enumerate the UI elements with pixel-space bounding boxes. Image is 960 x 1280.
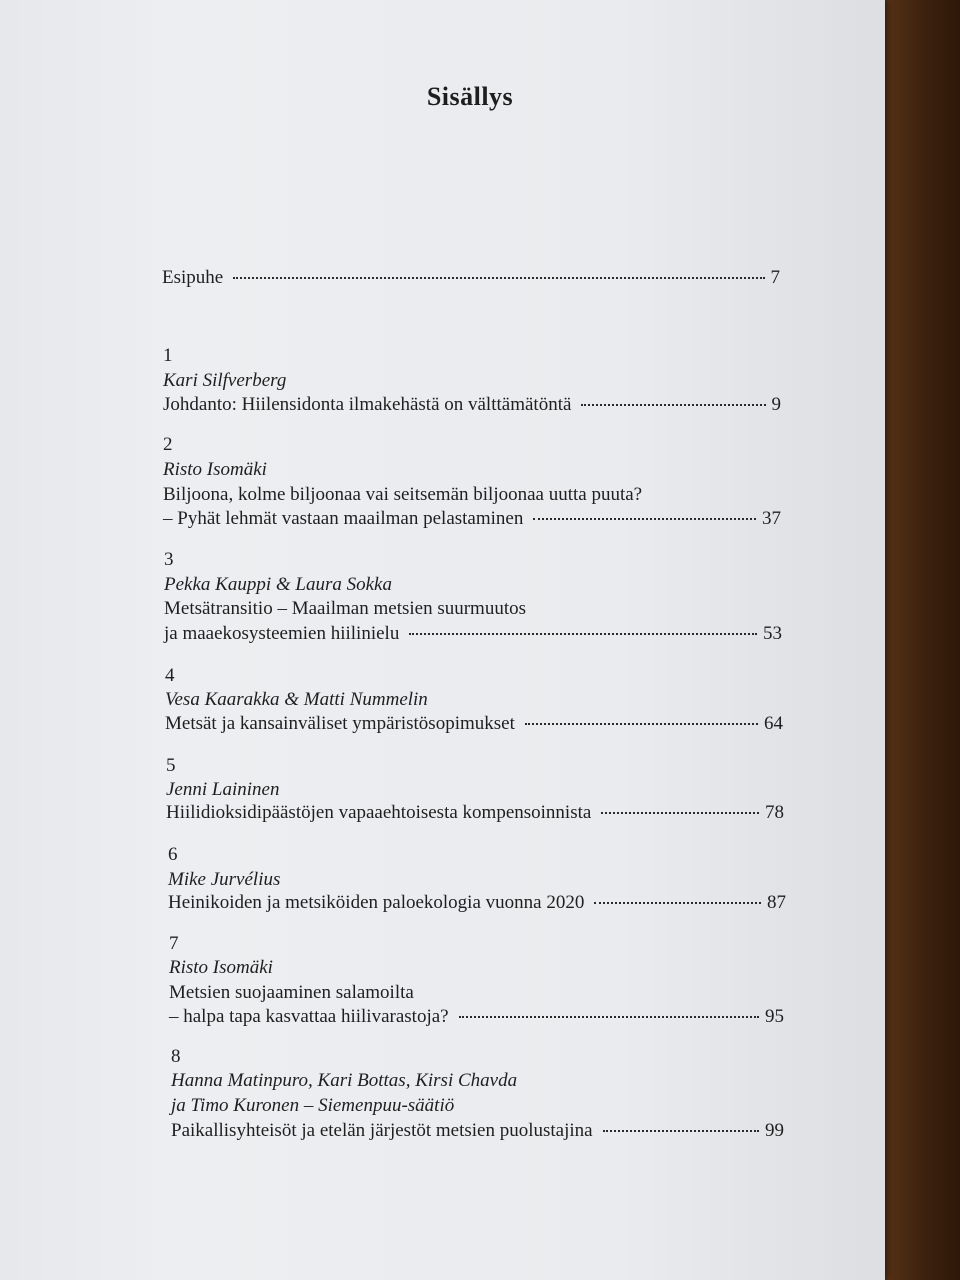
chapter-author: Pekka Kauppi & Laura Sokka xyxy=(164,574,392,595)
dot-leader xyxy=(533,517,756,520)
chapter-number: 2 xyxy=(163,434,173,455)
chapter-number: 1 xyxy=(163,345,173,366)
toc-entry-subtitle: ja maaekosysteemien hiilinielu xyxy=(164,623,400,644)
chapter-author: ja Timo Kuronen – Siemenpuu-säätiö xyxy=(171,1095,455,1116)
toc-entry-title: Metsien suojaaminen salamoilta xyxy=(169,982,414,1003)
toc-entry-title: Paikallisyhteisöt ja etelän järjestöt metsien puolustajina xyxy=(171,1120,593,1141)
dot-leader xyxy=(581,403,765,406)
dot-leader xyxy=(459,1015,759,1018)
toc-entry-title: Metsätransitio – Maailman metsien suurmuutos xyxy=(164,598,527,619)
dot-leader xyxy=(525,722,758,725)
toc-page-number: 64 xyxy=(764,713,783,734)
toc-entry-title: Johdanto: Hiilensidonta ilmakehästä on välttämätöntä xyxy=(163,394,572,415)
chapter-number: 3 xyxy=(164,549,174,570)
toc-entry-chapter-2 xyxy=(163,508,781,530)
chapter-number: 7 xyxy=(169,933,179,954)
toc-entry-chapter-8 xyxy=(171,1120,784,1142)
toc-page-number: 95 xyxy=(765,1006,784,1027)
dot-leader xyxy=(594,901,761,904)
toc-entry-title: Hiilidioksidipäästöjen vapaaehtoisesta kompensoinnista xyxy=(166,802,592,823)
toc-entry-title: Biljoona, kolme biljoonaa vai seitsemän biljoonaa uutta puuta? xyxy=(163,484,643,505)
dot-leader xyxy=(409,632,757,635)
chapter-number: 5 xyxy=(166,755,176,776)
dot-leader xyxy=(233,276,764,279)
toc-entry-chapter-7 xyxy=(169,1006,784,1028)
toc-page-number: 53 xyxy=(763,623,782,644)
chapter-number: 4 xyxy=(165,665,175,686)
toc-page-number: 7 xyxy=(770,267,780,288)
chapter-author: Vesa Kaarakka & Matti Nummelin xyxy=(165,689,428,710)
toc-page-number: 78 xyxy=(765,802,784,823)
chapter-number: 8 xyxy=(171,1046,181,1067)
toc-entry-chapter-1 xyxy=(163,394,781,416)
chapter-author: Risto Isomäki xyxy=(163,459,267,480)
page-title: Sisällys xyxy=(426,82,514,111)
chapter-author: Mike Jurvélius xyxy=(168,869,281,890)
chapter-author: Hanna Matinpuro, Kari Bottas, Kirsi Chavda xyxy=(171,1070,518,1091)
toc-entry-chapter-3 xyxy=(164,623,782,645)
toc-entry-subtitle: – Pyhät lehmät vastaan maailman pelastaminen xyxy=(163,508,524,529)
toc-entry-title: Metsät ja kansainväliset ympäristösopimukset xyxy=(165,713,515,734)
toc-entry-chapter-5 xyxy=(166,802,784,824)
toc-entry-title: Esipuhe xyxy=(162,267,224,288)
wooden-table-background xyxy=(880,0,960,1280)
chapter-author: Kari Silfverberg xyxy=(163,370,287,391)
toc-entry-chapter-4 xyxy=(165,713,783,735)
toc-page-number: 37 xyxy=(762,508,781,529)
chapter-number: 6 xyxy=(168,844,178,865)
chapter-author: Jenni Laininen xyxy=(166,779,280,800)
dot-leader xyxy=(601,811,759,814)
toc-entry-subtitle: – halpa tapa kasvattaa hiilivarastoja? xyxy=(169,1006,449,1027)
toc-page-number: 9 xyxy=(771,394,781,415)
chapter-author: Risto Isomäki xyxy=(169,957,273,978)
toc-entry-chapter-6 xyxy=(168,892,786,914)
toc-page-number: 99 xyxy=(765,1120,784,1141)
dot-leader xyxy=(603,1129,759,1132)
toc-entry-preface xyxy=(162,267,780,289)
toc-page-number: 87 xyxy=(767,892,786,913)
toc-entry-title: Heinikoiden ja metsiköiden paloekologia vuonna 2020 xyxy=(168,892,585,913)
